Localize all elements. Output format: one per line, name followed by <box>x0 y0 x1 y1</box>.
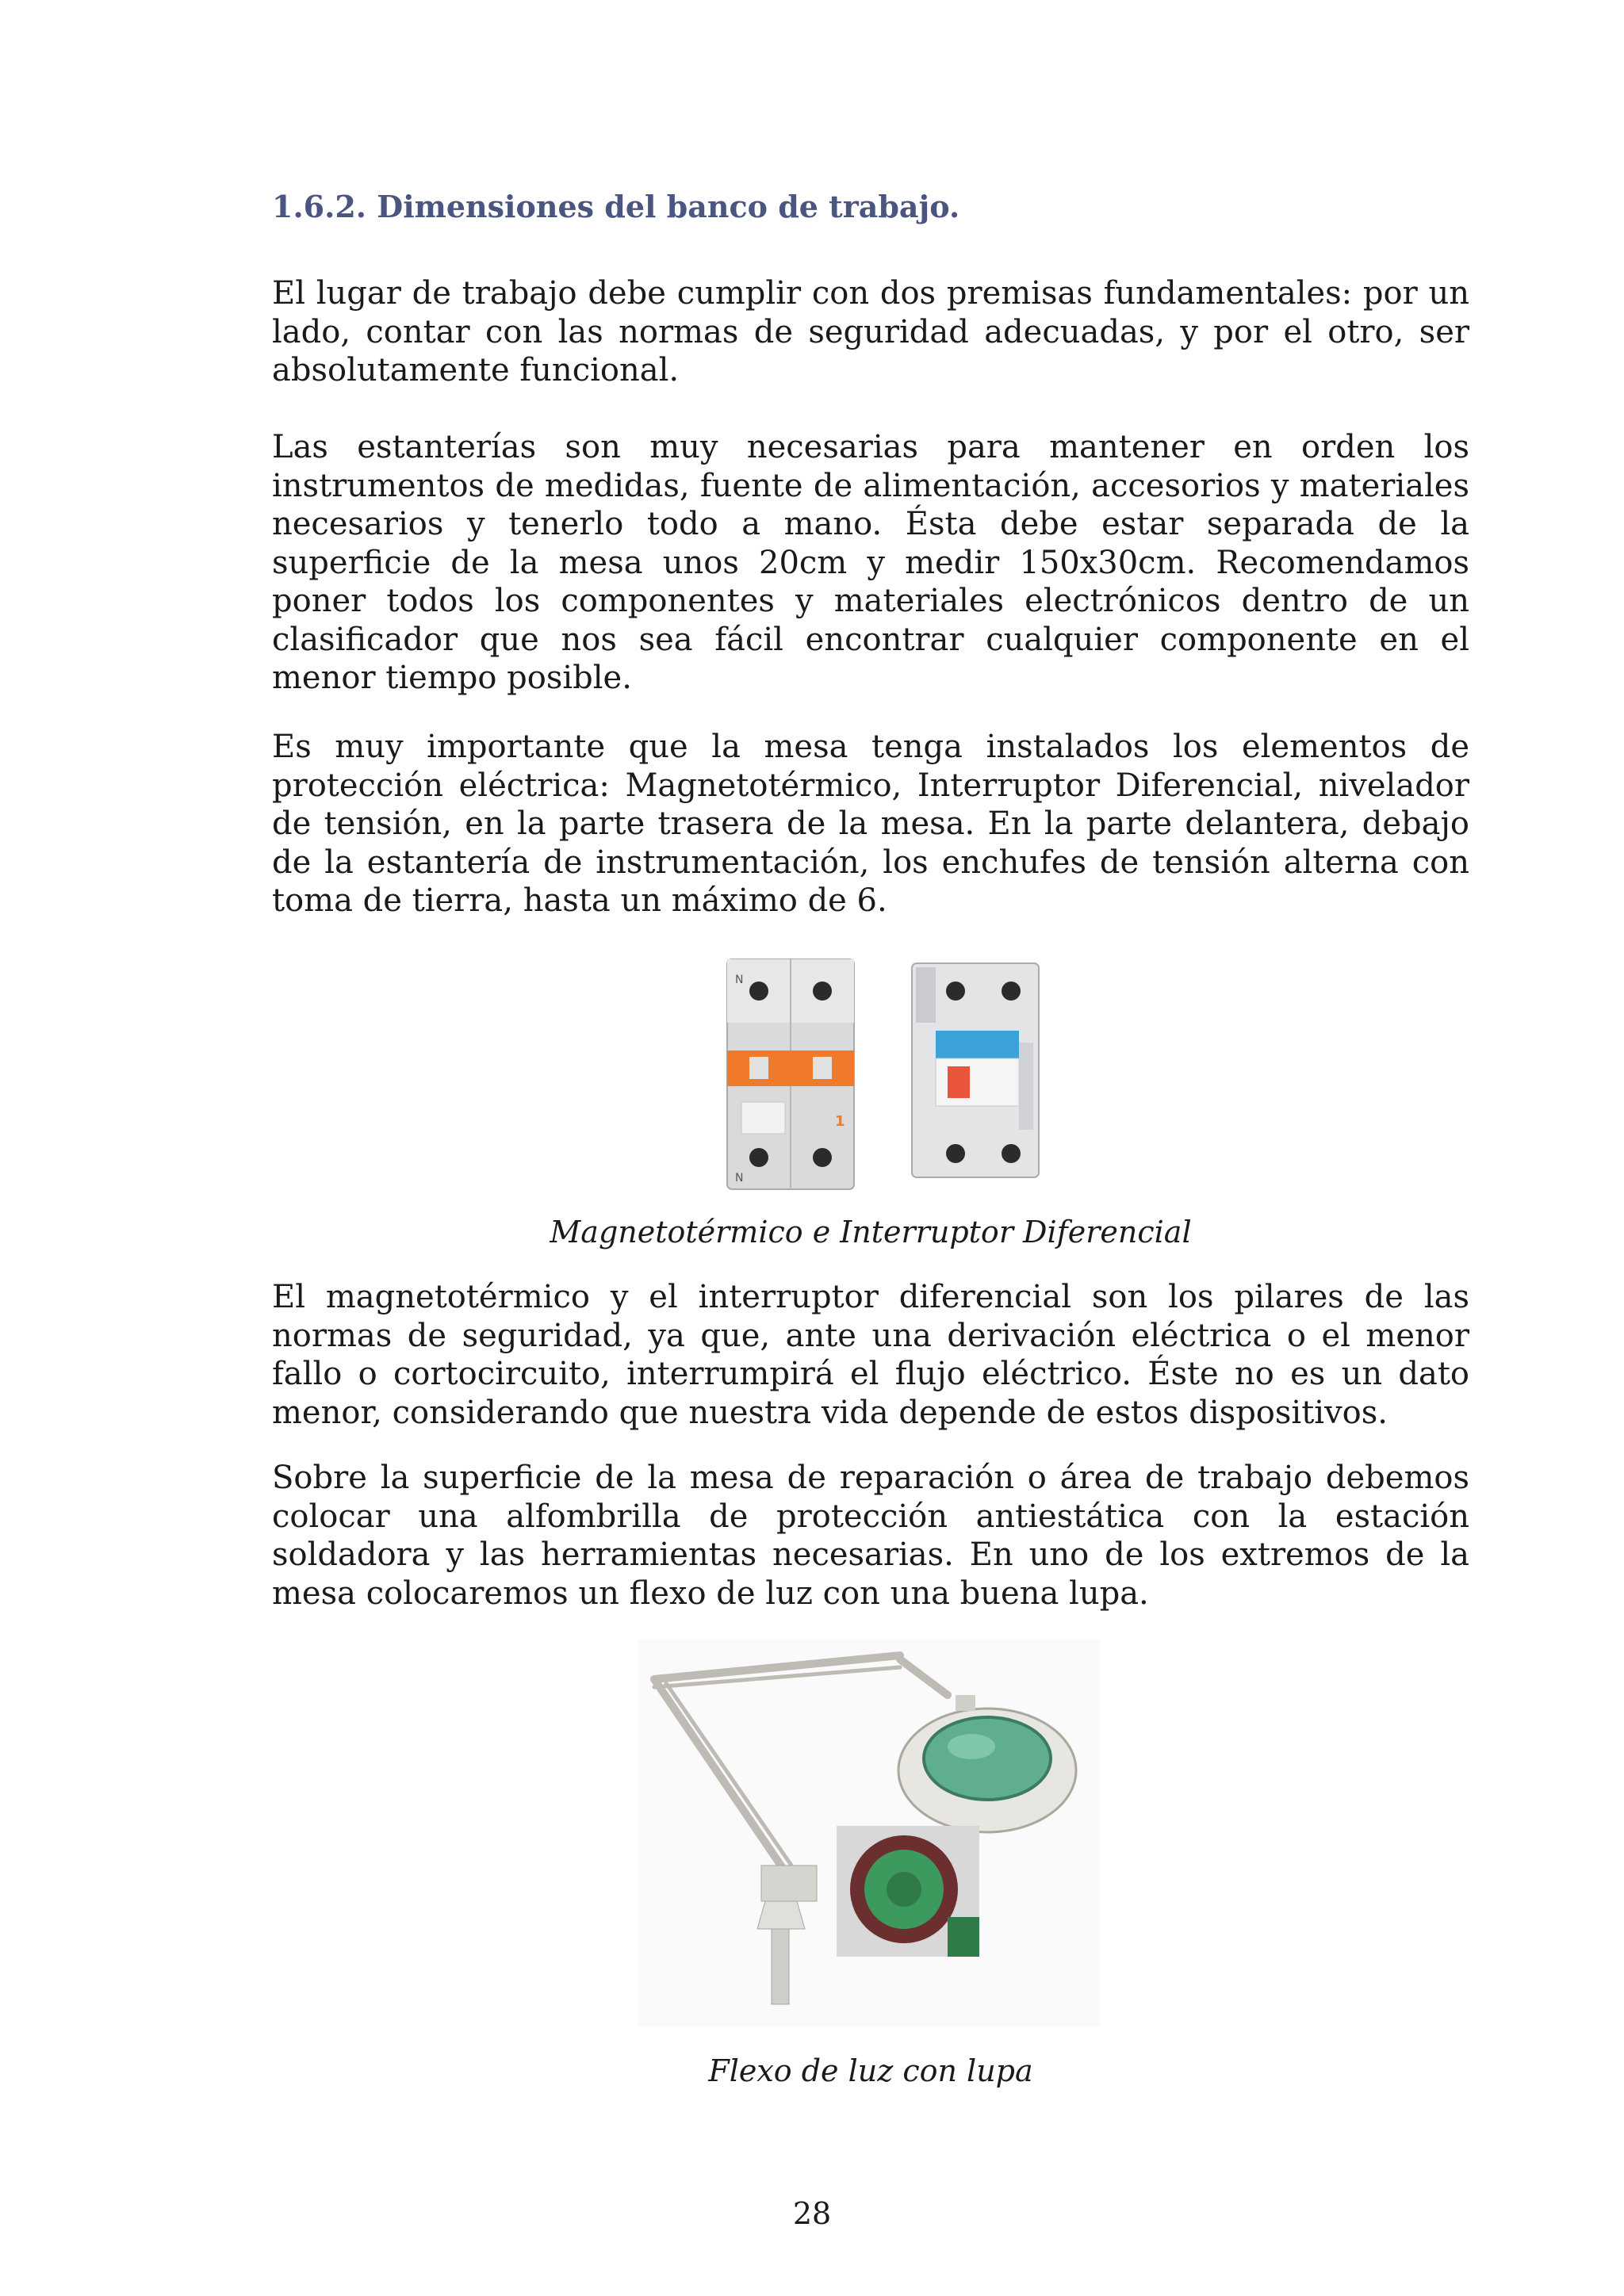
paragraph-5: Sobre la superficie de la mesa de reparación o área de trabajo debemos colocar una alfombrilla de protección antiestática con la estación soldadora y las herramientas necesarias. En uno de los extremos de la mesa colocaremos un flexo de luz con una buena lupa. <box>272 1460 1469 1612</box>
breakers-image <box>718 955 1051 1193</box>
breaker-lever-band <box>727 1050 854 1086</box>
paragraph-4: El magnetotérmico y el interruptor diferencial son los pilares de las normas de seguridad, ya que, ante una derivación eléctrica o el menor fallo o cortocircuito, interrumpirá el flujo eléctrico. Éste no es un dato menor, considerando que nuestra vida depende de estos dispositivos. <box>272 1279 1469 1431</box>
paragraph-2: Las estanterías son muy necesarias para mantener en orden los instrumentos de medidas, fuente de alimentación, accesorios y materiales necesarios y tenerlo todo a mano. Ésta debe estar separada de la superficie de la mesa unos 20cm y medir 150x30cm. Recomendamos poner todos los componentes y materiales electrónicos dentro de un clasificador que nos sea fácil encontrar cualquier componente en el menor tiempo posible. <box>272 429 1469 696</box>
paragraph-3: Es muy importante que la mesa tenga instalados los elementos de protección eléctrica: Magnetotérmico, Interruptor Diferencial, nivelador de tensión, en la parte trasera de la mesa. En la parte delantera, debajo de la estantería de instrumentación, los enchufes de tensión alterna con toma de tierra, hasta un máximo de 6. <box>272 729 1469 919</box>
lens-detail-inset <box>837 1826 979 1957</box>
magnifier-lamp-image <box>638 1640 1100 2026</box>
paragraph-1: El lugar de trabajo debe cumplir con dos premisas fundamentales: por un lado, contar con las normas de seguridad adecuadas, y por el otro, ser absolutamente funcional. <box>272 275 1469 388</box>
figure1-caption: Magnetotérmico e Interruptor Diferencial <box>550 1215 1192 1249</box>
magnetothermic-breaker <box>727 959 854 1189</box>
figure2-caption: Flexo de luz con lupa <box>708 2053 1033 2088</box>
pole-number-mark: 1 <box>835 1113 845 1130</box>
page-number: 28 <box>792 2196 832 2231</box>
differential-switch <box>912 963 1039 1177</box>
magnifier-lens <box>924 1717 1051 1800</box>
neutral-mark: N <box>735 974 744 986</box>
section-heading: 1.6.2. Dimensiones del banco de trabajo. <box>272 189 960 224</box>
neutral-mark-bottom: N <box>735 1172 744 1184</box>
